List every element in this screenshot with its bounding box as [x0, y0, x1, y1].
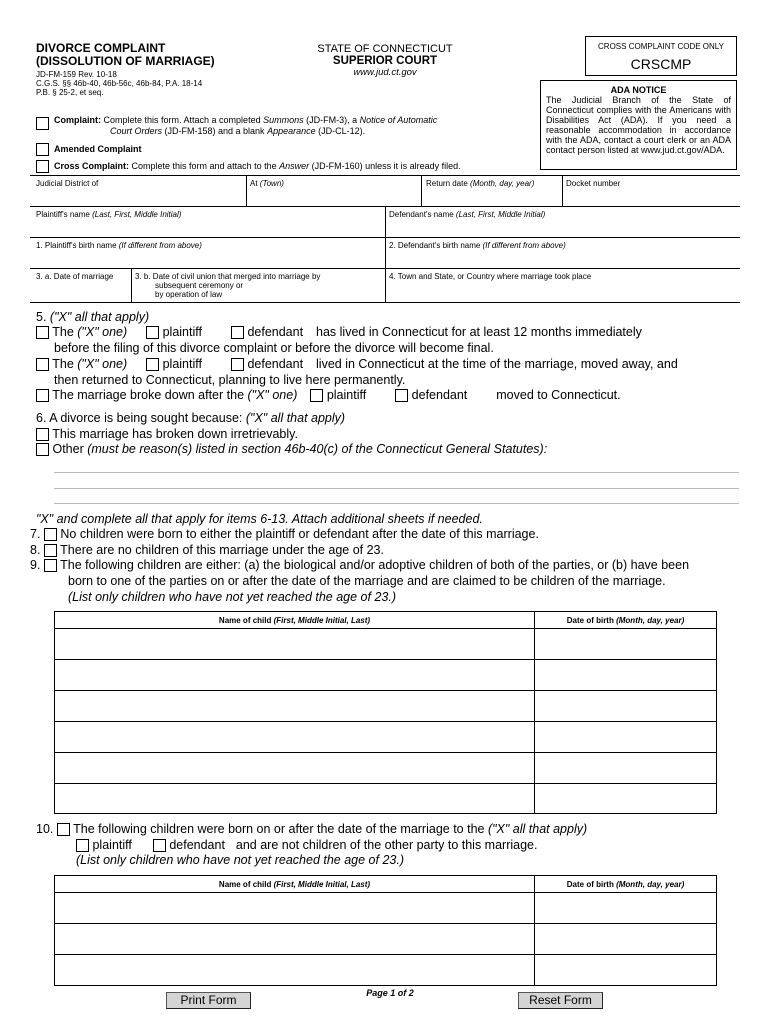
form-title: DIVORCE COMPLAINT (DISSOLUTION OF MARRIAGE): [36, 41, 215, 68]
item5-option3: The marriage broke down after the ("X" one) plaintiff defendant moved to Connecticut.: [36, 388, 621, 403]
item7-checkbox[interactable]: [44, 528, 57, 541]
form-citations: JD-FM-159 Rev. 10-18 C.G.S. §§ 46b-40, 46b-56c, 46b-84, P.A. 18-14 P.B. § 25-2, et seq.: [36, 70, 203, 97]
judicial-district-field[interactable]: Judicial District of: [36, 179, 99, 188]
other-reason-line-3[interactable]: [54, 503, 739, 504]
civil-union-date-field[interactable]: 3. b. Date of civil union that merged into marriage by subsequent ceremony or by operation of law: [135, 272, 321, 299]
item10: 10. The following children were born on or after the date of the marriage to the ("X" all that apply): [36, 822, 588, 836]
item6-other-checkbox[interactable]: [36, 443, 49, 456]
reset-form-button[interactable]: Reset Form: [518, 992, 603, 1009]
item7: 7. No children were born to either the plaintiff or defendant after the date of this marriage.: [30, 527, 539, 541]
item8: 8. There are no children of this marriage under the age of 23.: [30, 543, 384, 557]
item5-opt1-defendant-checkbox[interactable]: [231, 326, 244, 339]
children-table-1: [54, 611, 717, 814]
defendant-name-field[interactable]: Defendant's name (Last, First, Middle Initial): [389, 210, 546, 219]
town-field[interactable]: At (Town): [250, 179, 284, 188]
page-number: Page 1 of 2: [366, 988, 414, 998]
item5-opt2-plaintiff-checkbox[interactable]: [146, 358, 159, 371]
table1-dob-header: Date of birth (Month, day, year): [566, 616, 685, 625]
item6-option1: This marriage has broken down irretrievably.: [36, 427, 298, 442]
cross-complaint-checkbox[interactable]: [36, 160, 49, 173]
print-form-button[interactable]: Print Form: [166, 992, 251, 1009]
item5-option1-cont: before the filing of this divorce complaint or before the divorce will become final.: [54, 341, 494, 355]
item10-note: (List only children who have not yet reached the age of 23.): [76, 853, 404, 867]
cross-complaint-code-box: CROSS COMPLAINT CODE ONLY CRSCMP: [585, 36, 737, 76]
ada-notice: ADA NOTICE The Judicial Branch of the State of Connecticut complies with the Americans with Disabilities Act (ADA). If you need a reasonable accommodation in accordance with the ADA, contact a court clerk or an ADA contact person listed at www.jud.ct.gov/ADA.: [540, 80, 737, 170]
item6-heading: 6. A divorce is being sought because: ("X" all that apply): [36, 411, 346, 425]
item9: 9. The following children are either: (a) the biological and/or adoptive children of both of the parties, or (b) have been: [30, 558, 690, 572]
other-reason-line-2[interactable]: [54, 488, 739, 489]
item5-opt1-plaintiff-checkbox[interactable]: [146, 326, 159, 339]
item5-opt3-defendant-checkbox[interactable]: [395, 389, 408, 402]
table2-dob-header: Date of birth (Month, day, year): [566, 880, 685, 889]
item5-option1: The ("X" one) plaintiff defendant has lived in Connecticut for at least 12 months immediately: [36, 325, 642, 340]
item9-checkbox[interactable]: [44, 559, 57, 572]
item5-opt1-checkbox[interactable]: [36, 326, 49, 339]
item5-opt3-plaintiff-checkbox[interactable]: [310, 389, 323, 402]
table2-name-header: Name of child (First, Middle Initial, Last): [218, 880, 371, 889]
item10-plaintiff-checkbox[interactable]: [76, 839, 89, 852]
item8-checkbox[interactable]: [44, 544, 57, 557]
amended-complaint-checkbox[interactable]: [36, 143, 49, 156]
marriage-location-field[interactable]: 4. Town and State, or Country where marriage took place: [389, 272, 592, 281]
item5-opt2-defendant-checkbox[interactable]: [231, 358, 244, 371]
item5-option2: The ("X" one) plaintiff defendant lived in Connecticut at the time of the marriage, moved away, and: [36, 357, 678, 372]
plaintiff-name-field[interactable]: Plaintiff's name (Last, First, Middle Initial): [36, 210, 182, 219]
item10-checkbox[interactable]: [57, 823, 70, 836]
plaintiff-birth-name-field[interactable]: 1. Plaintiff's birth name (If different from above): [36, 241, 202, 250]
table1-name-header: Name of child (First, Middle Initial, Last): [218, 616, 371, 625]
complaint-type-section: Complaint: Complete this form. Attach a completed Summons (JD-FM-3), a Notice of Automatic Court Orders (JD-FM-158) and a blank Appearance (JD-CL-12). Amended Complaint Cross Complaint: Complete this form and attach to the Answer (JD-FM-160) unless it is already filed.: [36, 115, 526, 177]
other-reason-line-1[interactable]: [54, 472, 739, 473]
item6-option2: Other (must be reason(s) listed in section 46b-40(c) of the Connecticut General Statutes):: [36, 442, 547, 457]
item5-heading: 5. ("X" all that apply): [36, 310, 150, 324]
defendant-birth-name-field[interactable]: 2. Defendant's birth name (If different from above): [389, 241, 566, 250]
return-date-field[interactable]: Return date (Month, day, year): [426, 179, 535, 188]
court-heading: STATE OF CONNECTICUT SUPERIOR COURT www.jud.ct.gov: [317, 43, 453, 78]
children-table-2: [54, 875, 717, 986]
items-instruction: "X" and complete all that apply for items 6-13. Attach additional sheets if needed.: [36, 512, 483, 526]
item9-note: (List only children who have not yet reached the age of 23.): [68, 590, 396, 604]
item5-opt2-checkbox[interactable]: [36, 358, 49, 371]
complaint-checkbox[interactable]: [36, 117, 49, 130]
item9-cont: born to one of the parties on or after the date of the marriage and are claimed to be children of the marriage.: [68, 574, 666, 588]
date-of-marriage-field[interactable]: 3. a. Date of marriage: [36, 272, 114, 281]
item6-irretrievable-checkbox[interactable]: [36, 428, 49, 441]
item5-option2-cont: then returned to Connecticut, planning to live here permanently.: [54, 373, 406, 387]
item5-opt3-checkbox[interactable]: [36, 389, 49, 402]
item10-defendant-checkbox[interactable]: [153, 839, 166, 852]
item10-parties: plaintiff defendant and are not children of the other party to this marriage.: [76, 838, 537, 853]
docket-number-field[interactable]: Docket number: [566, 179, 621, 188]
